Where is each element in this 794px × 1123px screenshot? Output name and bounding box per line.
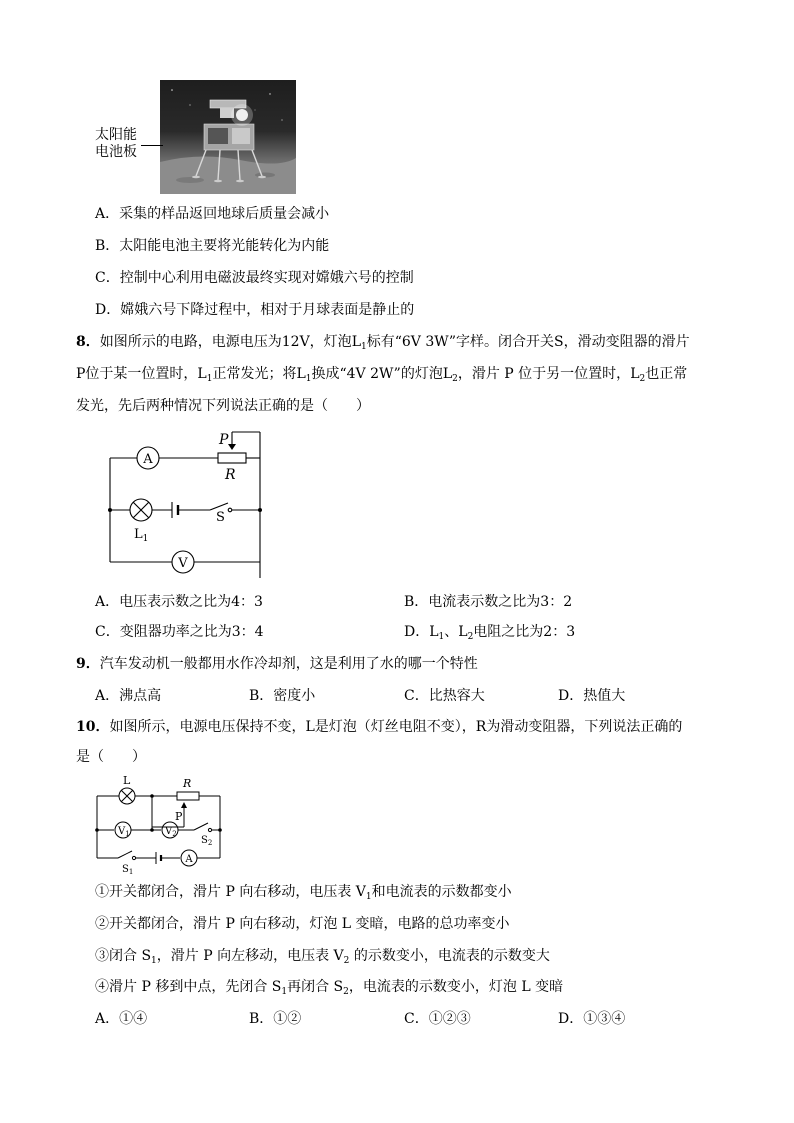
q10-v1-symbol: $V_1$	[118, 826, 130, 838]
q10-number: 10．	[76, 719, 110, 735]
q7-option-b[interactable]: B．太阳能电池主要将光能转化为内能	[95, 238, 330, 254]
q10-option-c[interactable]: C．①②③	[404, 1011, 471, 1027]
q8-ammeter-symbol: A	[143, 452, 153, 467]
q8-option-c[interactable]: C．变阻器功率之比为3：4	[95, 624, 264, 640]
q9-number: 9．	[76, 656, 100, 672]
q10-option-d[interactable]: D．①③④	[558, 1011, 626, 1027]
q10-statement-4: ④滑片 P 移到中点，先闭合 $S_1$再闭合 $S_2$，电流表的示数变小，灯泡 L 变暗	[95, 979, 564, 997]
q10-stem-line2: 是（ ）	[76, 749, 146, 765]
q8-option-b[interactable]: B．电流表示数之比为3：2	[404, 594, 573, 610]
q7-option-a[interactable]: A．采集的样品返回地球后质量会减小	[95, 206, 330, 222]
q8-lamp-label: $L_1$	[134, 527, 149, 544]
q10-option-a[interactable]: A．①④	[95, 1011, 148, 1027]
q8-voltmeter-symbol: V	[178, 556, 188, 571]
q10-slider-label: P	[175, 810, 183, 823]
q8-stem-line2: P位于某一位置时，$L_1$正常发光；将$L_1$换成“4V 2W”的灯泡$L_2$，滑片 P 位于另一位置时，$L_2$也正常	[76, 366, 688, 384]
q10-rheostat-label: R	[183, 777, 192, 790]
q8-stem-line3: 发光，先后两种情况下列说法正确的是（ ）	[76, 398, 370, 414]
q10-s1-label: $S_1$	[122, 864, 134, 876]
q9-option-b[interactable]: B．密度小	[249, 688, 316, 704]
q10-statement-3: ③闭合 $S_1$，滑片 P 向左移动，电压表 $V_2$ 的示数变小，电流表的示数变大	[95, 948, 550, 966]
lander-photo	[160, 80, 296, 194]
label-leader-line	[141, 145, 163, 146]
q10-v2-symbol: $V_2$	[165, 826, 177, 838]
q8-number: 8．	[76, 334, 100, 350]
q7-option-c[interactable]: C．控制中心利用电磁波最终实现对嫦娥六号的控制	[95, 270, 414, 286]
q8-rheostat-label: R	[225, 467, 236, 483]
q10-statement-2: ②开关都闭合，滑片 P 向右移动，灯泡 L 变暗，电路的总功率变小	[95, 916, 510, 932]
q9-stem: 9．汽车发动机一般都用水作冷却剂，这是利用了水的哪一个特性	[76, 656, 478, 672]
q8-switch-label: S	[216, 510, 225, 525]
q10-lamp-label: L	[123, 774, 131, 787]
q7-option-d[interactable]: D．嫦娥六号下降过程中，相对于月球表面是静止的	[95, 302, 415, 318]
q10-option-b[interactable]: B．①②	[249, 1011, 302, 1027]
q8-option-a[interactable]: A．电压表示数之比为4：3	[95, 594, 263, 610]
q10-statement-1: ①开关都闭合，滑片 P 向右移动，电压表 $V_1$和电流表的示数都变小	[95, 884, 512, 902]
q8-circuit-diagram	[100, 428, 270, 578]
q9-option-d[interactable]: D．热值大	[558, 688, 626, 704]
q10-stem-line1: 10．如图所示，电源电压保持不变，L是灯泡（灯丝电阻不变），R为滑动变阻器，下列说法正确的	[76, 719, 683, 735]
q9-option-a[interactable]: A．沸点高	[95, 688, 162, 704]
lander-illustration	[160, 80, 296, 194]
q10-circuit-diagram	[92, 772, 227, 877]
q8-option-d[interactable]: D．$L_1$、$L_2$电阻之比为2：3	[404, 624, 576, 642]
q8-slider-label: P	[219, 432, 229, 448]
solar-panel-label-line1: 太阳能	[95, 127, 137, 143]
q9-option-c[interactable]: C．比热容大	[404, 688, 485, 704]
q10-s2-label: $S_2$	[201, 835, 213, 847]
q10-ammeter-symbol: A	[185, 854, 193, 865]
solar-panel-label-line2: 电池板	[95, 144, 137, 160]
q8-stem-line1: 8．如图所示的电路，电源电压为12V，灯泡$L_1$标有“6V 3W”字样。闭合开关S，滑动变阻器的滑片	[76, 334, 690, 352]
